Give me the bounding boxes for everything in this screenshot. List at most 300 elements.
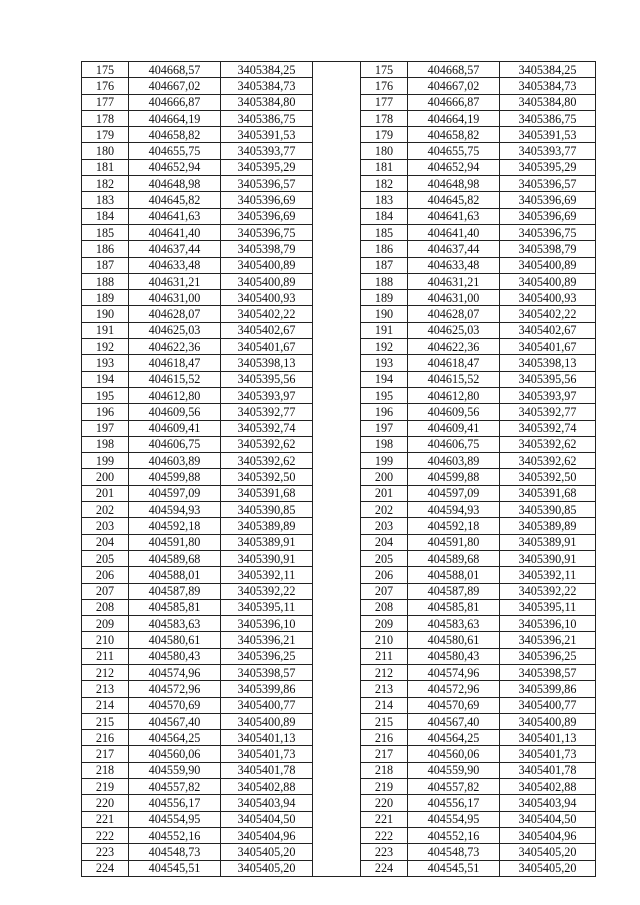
column-gap-cell bbox=[313, 567, 361, 583]
left-point-number-cell: 176 bbox=[82, 78, 129, 94]
left-y-coordinate-cell: 3405391,68 bbox=[221, 485, 313, 501]
right-x-coordinate-cell: 404588,01 bbox=[408, 567, 500, 583]
left-y-coordinate-cell: 3405400,89 bbox=[221, 713, 313, 729]
right-point-number-cell: 206 bbox=[361, 567, 408, 583]
right-y-coordinate-cell: 3405405,20 bbox=[500, 844, 596, 860]
left-y-coordinate-cell: 3405404,50 bbox=[221, 811, 313, 827]
column-gap-cell bbox=[313, 420, 361, 436]
left-x-coordinate-cell: 404557,82 bbox=[129, 779, 221, 795]
right-x-coordinate-cell: 404591,80 bbox=[408, 534, 500, 550]
left-y-coordinate-cell: 3405392,62 bbox=[221, 436, 313, 452]
right-y-coordinate-cell: 3405392,22 bbox=[500, 583, 596, 599]
column-gap-cell bbox=[313, 273, 361, 289]
column-gap-cell bbox=[313, 208, 361, 224]
left-y-coordinate-cell: 3405400,89 bbox=[221, 273, 313, 289]
column-gap-cell bbox=[313, 241, 361, 257]
column-gap-cell bbox=[313, 860, 361, 876]
right-y-coordinate-cell: 3405392,77 bbox=[500, 404, 596, 420]
right-y-coordinate-cell: 3405384,80 bbox=[500, 94, 596, 110]
right-point-number-cell: 222 bbox=[361, 827, 408, 843]
left-x-coordinate-cell: 404637,44 bbox=[129, 241, 221, 257]
right-y-coordinate-cell: 3405402,88 bbox=[500, 779, 596, 795]
column-gap-cell bbox=[313, 322, 361, 338]
table-row bbox=[82, 518, 596, 534]
right-point-number-cell: 220 bbox=[361, 795, 408, 811]
left-x-coordinate-cell: 404592,18 bbox=[129, 518, 221, 534]
right-point-number-cell: 212 bbox=[361, 664, 408, 680]
right-x-coordinate-cell: 404664,19 bbox=[408, 110, 500, 126]
table-row bbox=[82, 208, 596, 224]
left-x-coordinate-cell: 404615,52 bbox=[129, 371, 221, 387]
left-point-number-cell: 210 bbox=[82, 632, 129, 648]
left-y-coordinate-cell: 3405400,93 bbox=[221, 290, 313, 306]
left-point-number-cell: 191 bbox=[82, 322, 129, 338]
left-y-coordinate-cell: 3405395,56 bbox=[221, 371, 313, 387]
right-x-coordinate-cell: 404556,17 bbox=[408, 795, 500, 811]
table-row bbox=[82, 567, 596, 583]
left-x-coordinate-cell: 404618,47 bbox=[129, 355, 221, 371]
right-point-number-cell: 217 bbox=[361, 746, 408, 762]
right-x-coordinate-cell: 404655,75 bbox=[408, 143, 500, 159]
left-y-coordinate-cell: 3405391,53 bbox=[221, 127, 313, 143]
table-row bbox=[82, 502, 596, 518]
right-y-coordinate-cell: 3405402,22 bbox=[500, 306, 596, 322]
left-point-number-cell: 197 bbox=[82, 420, 129, 436]
table-row bbox=[82, 420, 596, 436]
left-point-number-cell: 183 bbox=[82, 192, 129, 208]
right-x-coordinate-cell: 404622,36 bbox=[408, 339, 500, 355]
right-point-number-cell: 184 bbox=[361, 208, 408, 224]
column-gap-cell bbox=[313, 94, 361, 110]
left-x-coordinate-cell: 404574,96 bbox=[129, 664, 221, 680]
right-y-coordinate-cell: 3405395,29 bbox=[500, 159, 596, 175]
left-x-coordinate-cell: 404609,56 bbox=[129, 404, 221, 420]
right-x-coordinate-cell: 404560,06 bbox=[408, 746, 500, 762]
right-point-number-cell: 201 bbox=[361, 485, 408, 501]
right-x-coordinate-cell: 404603,89 bbox=[408, 453, 500, 469]
left-y-coordinate-cell: 3405400,77 bbox=[221, 697, 313, 713]
right-y-coordinate-cell: 3405396,57 bbox=[500, 176, 596, 192]
right-point-number-cell: 198 bbox=[361, 436, 408, 452]
right-point-number-cell: 180 bbox=[361, 143, 408, 159]
column-gap-cell bbox=[313, 436, 361, 452]
left-y-coordinate-cell: 3405401,78 bbox=[221, 762, 313, 778]
table-row bbox=[82, 78, 596, 94]
left-y-coordinate-cell: 3405384,25 bbox=[221, 62, 313, 78]
right-y-coordinate-cell: 3405396,69 bbox=[500, 208, 596, 224]
column-gap-cell bbox=[313, 550, 361, 566]
right-x-coordinate-cell: 404570,69 bbox=[408, 697, 500, 713]
right-y-coordinate-cell: 3405389,91 bbox=[500, 534, 596, 550]
right-x-coordinate-cell: 404574,96 bbox=[408, 664, 500, 680]
right-point-number-cell: 216 bbox=[361, 730, 408, 746]
left-x-coordinate-cell: 404645,82 bbox=[129, 192, 221, 208]
column-gap-cell bbox=[313, 664, 361, 680]
left-point-number-cell: 178 bbox=[82, 110, 129, 126]
right-y-coordinate-cell: 3405400,89 bbox=[500, 273, 596, 289]
left-y-coordinate-cell: 3405401,13 bbox=[221, 730, 313, 746]
right-point-number-cell: 215 bbox=[361, 713, 408, 729]
left-y-coordinate-cell: 3405392,11 bbox=[221, 567, 313, 583]
right-x-coordinate-cell: 404548,73 bbox=[408, 844, 500, 860]
table-row bbox=[82, 713, 596, 729]
right-y-coordinate-cell: 3405392,11 bbox=[500, 567, 596, 583]
left-y-coordinate-cell: 3405393,97 bbox=[221, 387, 313, 403]
column-gap-cell bbox=[313, 224, 361, 240]
left-point-number-cell: 189 bbox=[82, 290, 129, 306]
table-row bbox=[82, 453, 596, 469]
table-row bbox=[82, 550, 596, 566]
right-x-coordinate-cell: 404631,00 bbox=[408, 290, 500, 306]
column-gap-cell bbox=[313, 632, 361, 648]
left-x-coordinate-cell: 404631,21 bbox=[129, 273, 221, 289]
left-y-coordinate-cell: 3405399,86 bbox=[221, 681, 313, 697]
left-y-coordinate-cell: 3405384,73 bbox=[221, 78, 313, 94]
coordinates-table bbox=[81, 61, 596, 877]
column-gap-cell bbox=[313, 697, 361, 713]
right-point-number-cell: 190 bbox=[361, 306, 408, 322]
left-x-coordinate-cell: 404648,98 bbox=[129, 176, 221, 192]
table-row bbox=[82, 681, 596, 697]
left-y-coordinate-cell: 3405404,96 bbox=[221, 827, 313, 843]
left-y-coordinate-cell: 3405396,69 bbox=[221, 192, 313, 208]
left-x-coordinate-cell: 404599,88 bbox=[129, 469, 221, 485]
left-point-number-cell: 208 bbox=[82, 599, 129, 615]
right-y-coordinate-cell: 3405405,20 bbox=[500, 860, 596, 876]
right-x-coordinate-cell: 404554,95 bbox=[408, 811, 500, 827]
column-gap-cell bbox=[313, 811, 361, 827]
right-x-coordinate-cell: 404552,16 bbox=[408, 827, 500, 843]
right-point-number-cell: 223 bbox=[361, 844, 408, 860]
column-gap-cell bbox=[313, 143, 361, 159]
column-gap-cell bbox=[313, 110, 361, 126]
right-y-coordinate-cell: 3405401,73 bbox=[500, 746, 596, 762]
left-x-coordinate-cell: 404572,96 bbox=[129, 681, 221, 697]
left-y-coordinate-cell: 3405392,62 bbox=[221, 453, 313, 469]
left-point-number-cell: 209 bbox=[82, 616, 129, 632]
right-x-coordinate-cell: 404583,63 bbox=[408, 616, 500, 632]
left-point-number-cell: 190 bbox=[82, 306, 129, 322]
right-y-coordinate-cell: 3405400,93 bbox=[500, 290, 596, 306]
left-x-coordinate-cell: 404585,81 bbox=[129, 599, 221, 615]
right-y-coordinate-cell: 3405396,25 bbox=[500, 648, 596, 664]
right-x-coordinate-cell: 404641,40 bbox=[408, 224, 500, 240]
left-x-coordinate-cell: 404564,25 bbox=[129, 730, 221, 746]
column-gap-cell bbox=[313, 159, 361, 175]
column-gap-cell bbox=[313, 681, 361, 697]
column-gap-cell bbox=[313, 339, 361, 355]
table-row bbox=[82, 485, 596, 501]
right-y-coordinate-cell: 3405398,79 bbox=[500, 241, 596, 257]
column-gap-cell bbox=[313, 502, 361, 518]
left-point-number-cell: 196 bbox=[82, 404, 129, 420]
right-point-number-cell: 219 bbox=[361, 779, 408, 795]
right-y-coordinate-cell: 3405391,53 bbox=[500, 127, 596, 143]
right-point-number-cell: 211 bbox=[361, 648, 408, 664]
right-x-coordinate-cell: 404587,89 bbox=[408, 583, 500, 599]
left-x-coordinate-cell: 404652,94 bbox=[129, 159, 221, 175]
right-x-coordinate-cell: 404645,82 bbox=[408, 192, 500, 208]
left-point-number-cell: 175 bbox=[82, 62, 129, 78]
left-x-coordinate-cell: 404580,43 bbox=[129, 648, 221, 664]
left-point-number-cell: 193 bbox=[82, 355, 129, 371]
left-x-coordinate-cell: 404612,80 bbox=[129, 387, 221, 403]
left-point-number-cell: 222 bbox=[82, 827, 129, 843]
left-point-number-cell: 213 bbox=[82, 681, 129, 697]
right-point-number-cell: 218 bbox=[361, 762, 408, 778]
left-x-coordinate-cell: 404625,03 bbox=[129, 322, 221, 338]
right-point-number-cell: 188 bbox=[361, 273, 408, 289]
right-point-number-cell: 178 bbox=[361, 110, 408, 126]
right-x-coordinate-cell: 404580,61 bbox=[408, 632, 500, 648]
left-point-number-cell: 199 bbox=[82, 453, 129, 469]
right-point-number-cell: 204 bbox=[361, 534, 408, 550]
column-gap-cell bbox=[313, 355, 361, 371]
right-x-coordinate-cell: 404612,80 bbox=[408, 387, 500, 403]
right-x-coordinate-cell: 404652,94 bbox=[408, 159, 500, 175]
left-point-number-cell: 184 bbox=[82, 208, 129, 224]
left-x-coordinate-cell: 404655,75 bbox=[129, 143, 221, 159]
left-y-coordinate-cell: 3405393,77 bbox=[221, 143, 313, 159]
right-y-coordinate-cell: 3405396,75 bbox=[500, 224, 596, 240]
left-point-number-cell: 212 bbox=[82, 664, 129, 680]
right-x-coordinate-cell: 404589,68 bbox=[408, 550, 500, 566]
left-y-coordinate-cell: 3405386,75 bbox=[221, 110, 313, 126]
right-y-coordinate-cell: 3405401,13 bbox=[500, 730, 596, 746]
table-row bbox=[82, 387, 596, 403]
left-x-coordinate-cell: 404548,73 bbox=[129, 844, 221, 860]
column-gap-cell bbox=[313, 387, 361, 403]
left-x-coordinate-cell: 404588,01 bbox=[129, 567, 221, 583]
left-point-number-cell: 187 bbox=[82, 257, 129, 273]
left-x-coordinate-cell: 404668,57 bbox=[129, 62, 221, 78]
left-x-coordinate-cell: 404554,95 bbox=[129, 811, 221, 827]
right-y-coordinate-cell: 3405393,97 bbox=[500, 387, 596, 403]
left-y-coordinate-cell: 3405403,94 bbox=[221, 795, 313, 811]
left-y-coordinate-cell: 3405405,20 bbox=[221, 860, 313, 876]
left-y-coordinate-cell: 3405392,74 bbox=[221, 420, 313, 436]
right-point-number-cell: 205 bbox=[361, 550, 408, 566]
table-row bbox=[82, 534, 596, 550]
column-gap-cell bbox=[313, 176, 361, 192]
right-x-coordinate-cell: 404580,43 bbox=[408, 648, 500, 664]
left-y-coordinate-cell: 3405390,91 bbox=[221, 550, 313, 566]
left-x-coordinate-cell: 404556,17 bbox=[129, 795, 221, 811]
right-y-coordinate-cell: 3405389,89 bbox=[500, 518, 596, 534]
right-point-number-cell: 195 bbox=[361, 387, 408, 403]
left-x-coordinate-cell: 404597,09 bbox=[129, 485, 221, 501]
left-y-coordinate-cell: 3405396,25 bbox=[221, 648, 313, 664]
left-point-number-cell: 188 bbox=[82, 273, 129, 289]
left-x-coordinate-cell: 404583,63 bbox=[129, 616, 221, 632]
left-x-coordinate-cell: 404589,68 bbox=[129, 550, 221, 566]
column-gap-cell bbox=[313, 779, 361, 795]
right-point-number-cell: 210 bbox=[361, 632, 408, 648]
left-y-coordinate-cell: 3405398,79 bbox=[221, 241, 313, 257]
left-point-number-cell: 224 bbox=[82, 860, 129, 876]
table-row bbox=[82, 583, 596, 599]
left-point-number-cell: 201 bbox=[82, 485, 129, 501]
right-y-coordinate-cell: 3405396,21 bbox=[500, 632, 596, 648]
table-row bbox=[82, 371, 596, 387]
right-point-number-cell: 187 bbox=[361, 257, 408, 273]
left-y-coordinate-cell: 3405396,69 bbox=[221, 208, 313, 224]
table-row bbox=[82, 290, 596, 306]
right-x-coordinate-cell: 404597,09 bbox=[408, 485, 500, 501]
right-point-number-cell: 197 bbox=[361, 420, 408, 436]
right-point-number-cell: 214 bbox=[361, 697, 408, 713]
document-page bbox=[81, 61, 595, 877]
right-point-number-cell: 179 bbox=[361, 127, 408, 143]
right-point-number-cell: 191 bbox=[361, 322, 408, 338]
column-gap-cell bbox=[313, 404, 361, 420]
left-x-coordinate-cell: 404622,36 bbox=[129, 339, 221, 355]
column-gap-cell bbox=[313, 127, 361, 143]
table-row bbox=[82, 648, 596, 664]
left-y-coordinate-cell: 3405389,89 bbox=[221, 518, 313, 534]
table-row bbox=[82, 746, 596, 762]
right-y-coordinate-cell: 3405402,67 bbox=[500, 322, 596, 338]
right-point-number-cell: 181 bbox=[361, 159, 408, 175]
left-x-coordinate-cell: 404587,89 bbox=[129, 583, 221, 599]
left-x-coordinate-cell: 404641,40 bbox=[129, 224, 221, 240]
table-row bbox=[82, 355, 596, 371]
left-point-number-cell: 203 bbox=[82, 518, 129, 534]
table-row bbox=[82, 273, 596, 289]
table-row bbox=[82, 811, 596, 827]
right-y-coordinate-cell: 3405400,89 bbox=[500, 257, 596, 273]
left-y-coordinate-cell: 3405396,75 bbox=[221, 224, 313, 240]
left-x-coordinate-cell: 404628,07 bbox=[129, 306, 221, 322]
right-x-coordinate-cell: 404572,96 bbox=[408, 681, 500, 697]
table-row bbox=[82, 469, 596, 485]
right-point-number-cell: 200 bbox=[361, 469, 408, 485]
left-y-coordinate-cell: 3405392,22 bbox=[221, 583, 313, 599]
right-point-number-cell: 194 bbox=[361, 371, 408, 387]
right-y-coordinate-cell: 3405400,89 bbox=[500, 713, 596, 729]
right-x-coordinate-cell: 404592,18 bbox=[408, 518, 500, 534]
right-x-coordinate-cell: 404615,52 bbox=[408, 371, 500, 387]
left-y-coordinate-cell: 3405396,57 bbox=[221, 176, 313, 192]
right-point-number-cell: 203 bbox=[361, 518, 408, 534]
left-x-coordinate-cell: 404570,69 bbox=[129, 697, 221, 713]
left-x-coordinate-cell: 404591,80 bbox=[129, 534, 221, 550]
table-row bbox=[82, 62, 596, 78]
left-point-number-cell: 177 bbox=[82, 94, 129, 110]
left-point-number-cell: 198 bbox=[82, 436, 129, 452]
right-x-coordinate-cell: 404658,82 bbox=[408, 127, 500, 143]
right-y-coordinate-cell: 3405392,74 bbox=[500, 420, 596, 436]
column-gap-cell bbox=[313, 827, 361, 843]
right-point-number-cell: 224 bbox=[361, 860, 408, 876]
left-x-coordinate-cell: 404658,82 bbox=[129, 127, 221, 143]
left-point-number-cell: 223 bbox=[82, 844, 129, 860]
column-gap-cell bbox=[313, 469, 361, 485]
table-row bbox=[82, 110, 596, 126]
right-point-number-cell: 176 bbox=[361, 78, 408, 94]
right-y-coordinate-cell: 3405396,10 bbox=[500, 616, 596, 632]
right-y-coordinate-cell: 3405395,11 bbox=[500, 599, 596, 615]
column-gap-cell bbox=[313, 518, 361, 534]
table-row bbox=[82, 192, 596, 208]
right-point-number-cell: 182 bbox=[361, 176, 408, 192]
right-x-coordinate-cell: 404585,81 bbox=[408, 599, 500, 615]
table-row bbox=[82, 159, 596, 175]
column-gap-cell bbox=[313, 746, 361, 762]
left-y-coordinate-cell: 3405400,89 bbox=[221, 257, 313, 273]
left-y-coordinate-cell: 3405395,29 bbox=[221, 159, 313, 175]
table-row bbox=[82, 436, 596, 452]
left-point-number-cell: 192 bbox=[82, 339, 129, 355]
left-point-number-cell: 217 bbox=[82, 746, 129, 762]
right-point-number-cell: 209 bbox=[361, 616, 408, 632]
left-point-number-cell: 206 bbox=[82, 567, 129, 583]
left-point-number-cell: 202 bbox=[82, 502, 129, 518]
left-point-number-cell: 179 bbox=[82, 127, 129, 143]
right-y-coordinate-cell: 3405392,50 bbox=[500, 469, 596, 485]
table-row bbox=[82, 697, 596, 713]
left-x-coordinate-cell: 404594,93 bbox=[129, 502, 221, 518]
right-x-coordinate-cell: 404606,75 bbox=[408, 436, 500, 452]
right-y-coordinate-cell: 3405399,86 bbox=[500, 681, 596, 697]
left-x-coordinate-cell: 404559,90 bbox=[129, 762, 221, 778]
right-point-number-cell: 213 bbox=[361, 681, 408, 697]
right-y-coordinate-cell: 3405390,91 bbox=[500, 550, 596, 566]
column-gap-cell bbox=[313, 290, 361, 306]
right-x-coordinate-cell: 404648,98 bbox=[408, 176, 500, 192]
right-x-coordinate-cell: 404667,02 bbox=[408, 78, 500, 94]
left-y-coordinate-cell: 3405402,67 bbox=[221, 322, 313, 338]
table-row bbox=[82, 322, 596, 338]
left-point-number-cell: 216 bbox=[82, 730, 129, 746]
left-point-number-cell: 181 bbox=[82, 159, 129, 175]
right-point-number-cell: 177 bbox=[361, 94, 408, 110]
right-x-coordinate-cell: 404557,82 bbox=[408, 779, 500, 795]
right-x-coordinate-cell: 404599,88 bbox=[408, 469, 500, 485]
left-point-number-cell: 218 bbox=[82, 762, 129, 778]
column-gap-cell bbox=[313, 648, 361, 664]
table-row bbox=[82, 339, 596, 355]
column-gap-cell bbox=[313, 78, 361, 94]
right-point-number-cell: 199 bbox=[361, 453, 408, 469]
right-y-coordinate-cell: 3405401,78 bbox=[500, 762, 596, 778]
right-y-coordinate-cell: 3405401,67 bbox=[500, 339, 596, 355]
left-point-number-cell: 220 bbox=[82, 795, 129, 811]
table-row bbox=[82, 616, 596, 632]
right-x-coordinate-cell: 404609,41 bbox=[408, 420, 500, 436]
left-x-coordinate-cell: 404631,00 bbox=[129, 290, 221, 306]
right-point-number-cell: 202 bbox=[361, 502, 408, 518]
column-gap-cell bbox=[313, 62, 361, 78]
right-point-number-cell: 183 bbox=[361, 192, 408, 208]
right-y-coordinate-cell: 3405404,50 bbox=[500, 811, 596, 827]
left-point-number-cell: 195 bbox=[82, 387, 129, 403]
column-gap-cell bbox=[313, 485, 361, 501]
right-x-coordinate-cell: 404641,63 bbox=[408, 208, 500, 224]
left-point-number-cell: 180 bbox=[82, 143, 129, 159]
column-gap-cell bbox=[313, 534, 361, 550]
column-gap-cell bbox=[313, 599, 361, 615]
table-row bbox=[82, 664, 596, 680]
column-gap-cell bbox=[313, 306, 361, 322]
left-x-coordinate-cell: 404567,40 bbox=[129, 713, 221, 729]
right-y-coordinate-cell: 3405393,77 bbox=[500, 143, 596, 159]
column-gap-cell bbox=[313, 762, 361, 778]
left-point-number-cell: 211 bbox=[82, 648, 129, 664]
right-x-coordinate-cell: 404618,47 bbox=[408, 355, 500, 371]
right-y-coordinate-cell: 3405391,68 bbox=[500, 485, 596, 501]
right-x-coordinate-cell: 404567,40 bbox=[408, 713, 500, 729]
